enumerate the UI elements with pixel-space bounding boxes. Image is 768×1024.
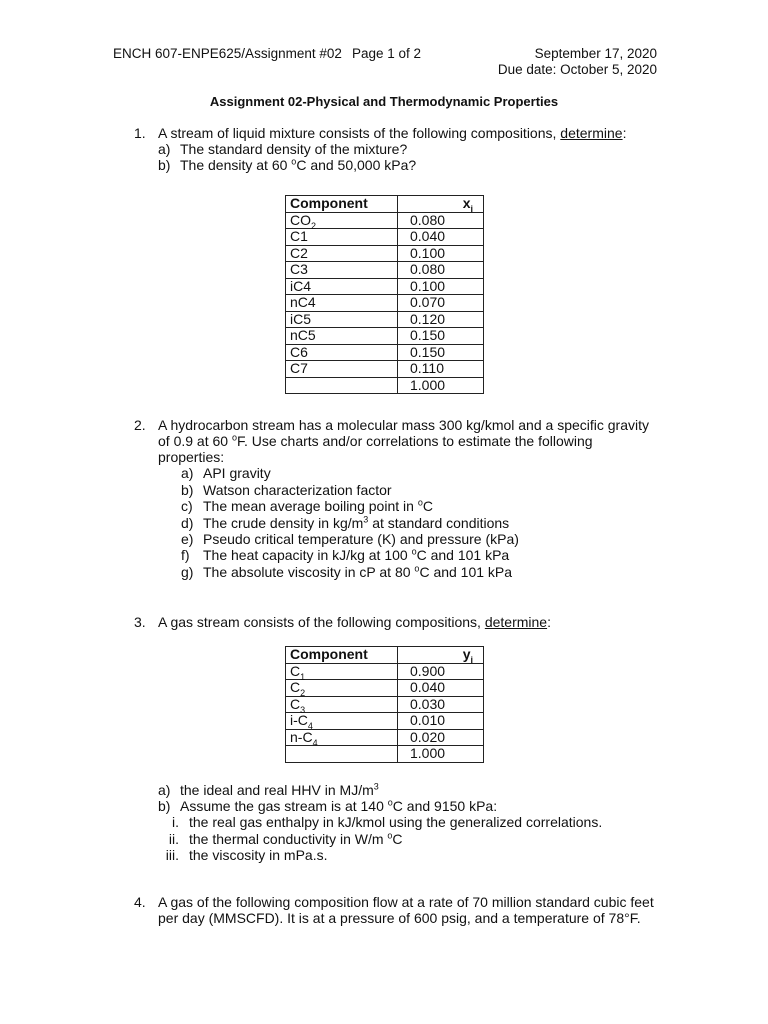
table-row: $i-C_4$ 0.010 <box>286 713 484 730</box>
q3-subpart-i: i. the real gas enthalpy in kJ/kmol using the generalized correlations. <box>172 814 603 830</box>
q3-part-b: b) Assume the gas stream is at 140 $^o$C and 9150 kPa: <box>158 797 498 814</box>
q2-item-b: b) Watson characterization factor <box>181 482 392 498</box>
q1-number: 1. <box>134 125 146 141</box>
q2-item-d: d) The crude density in $kg/m^3$ at standard conditions <box>181 514 510 531</box>
page-title: Assignment 02-Physical and Thermodynamic Properties <box>209 94 559 109</box>
table-row: $C_3$ 0.030 <box>286 696 484 713</box>
table-row: $n-C_4$ 0.020 <box>286 729 484 746</box>
q2-item-a: a) API gravity <box>181 465 271 481</box>
table-row: iC4 0.100 <box>286 278 484 295</box>
q1-part-b: b) The density at 60 $^o$C and 50,000 kPa? <box>158 156 417 173</box>
table-total-row: 1.000 <box>286 377 484 394</box>
q2-number: 2. <box>134 417 146 433</box>
table-total-row: 1.000 <box>286 746 484 763</box>
q4-line-2: per day (MMSCFD). It is at a pressure of 600 psig, and a temperature of 78°F. <box>158 910 641 926</box>
q3-subpart-iii: iii. the viscosity in mPa.s. <box>165 847 328 863</box>
q3-composition-table <box>285 646 484 763</box>
column-header-yi: $y_i$ <box>398 647 484 664</box>
table-row: C1 0.040 <box>286 229 484 246</box>
q3-number: 3. <box>134 614 146 630</box>
q1-part-a: a) The standard density of the mixture? <box>158 141 408 157</box>
table-header-row <box>286 647 484 664</box>
table-row: $C_2$ 0.040 <box>286 680 484 697</box>
table-row: iC5 0.120 <box>286 311 484 328</box>
table-row: nC5 0.150 <box>286 328 484 345</box>
q2-line-2: of 0.9 at 60 $^o$F. Use charts and/or correlations to estimate the following <box>158 432 593 449</box>
header-course: ENCH 607-ENPE625/Assignment #02 <box>113 46 342 61</box>
column-header-component: Component <box>286 647 398 664</box>
q1-composition-table <box>285 195 484 394</box>
table-header-row <box>286 196 484 213</box>
header-due-date: Due date: October 5, 2020 <box>497 62 657 77</box>
q4-line-1: A gas of the following composition flow at a rate of 70 million standard cubic feet <box>158 894 654 910</box>
q1-intro: A stream of liquid mixture consists of the following compositions, determine: <box>158 125 627 141</box>
q4-number: 4. <box>134 894 146 910</box>
q2-item-e: e) Pseudo critical temperature (K) and pressure (kPa) <box>181 531 519 547</box>
column-header-component: Component <box>286 196 398 213</box>
column-header-xi: $x_i$ <box>398 196 484 213</box>
header-page-number: Page 1 of 2 <box>352 46 422 61</box>
table-row: nC4 0.070 <box>286 295 484 312</box>
table-row: C6 0.150 <box>286 344 484 361</box>
table-row: $CO_2$ 0.080 <box>286 212 484 229</box>
table-row: C3 0.080 <box>286 262 484 279</box>
q3-intro: A gas stream consists of the following compositions, determine: <box>158 614 551 630</box>
q2-item-g: g) The absolute viscosity in cP at 80 $^o$C and 101 kPa <box>181 563 513 580</box>
q2-item-f: f) The heat capacity in kJ/kg at 100 $^o$C and 101 kPa <box>181 546 510 563</box>
table-row: C7 0.110 <box>286 361 484 378</box>
q2-line-3: properties: <box>158 449 225 465</box>
q2-line-1: A hydrocarbon stream has a molecular mass 300 kg/kmol and a specific gravity <box>158 417 650 433</box>
table-row: $C_1$ 0.900 <box>286 663 484 680</box>
header-date: September 17, 2020 <box>534 46 657 61</box>
q3-part-a: a) the ideal and real HHV in $MJ/m^3$ <box>158 781 379 798</box>
q3-subpart-ii: ii. the thermal conductivity in W/m $^o$C <box>168 830 403 847</box>
q2-item-c: c) The mean average boiling point in $^o$C <box>181 497 433 514</box>
table-row: C2 0.100 <box>286 245 484 262</box>
